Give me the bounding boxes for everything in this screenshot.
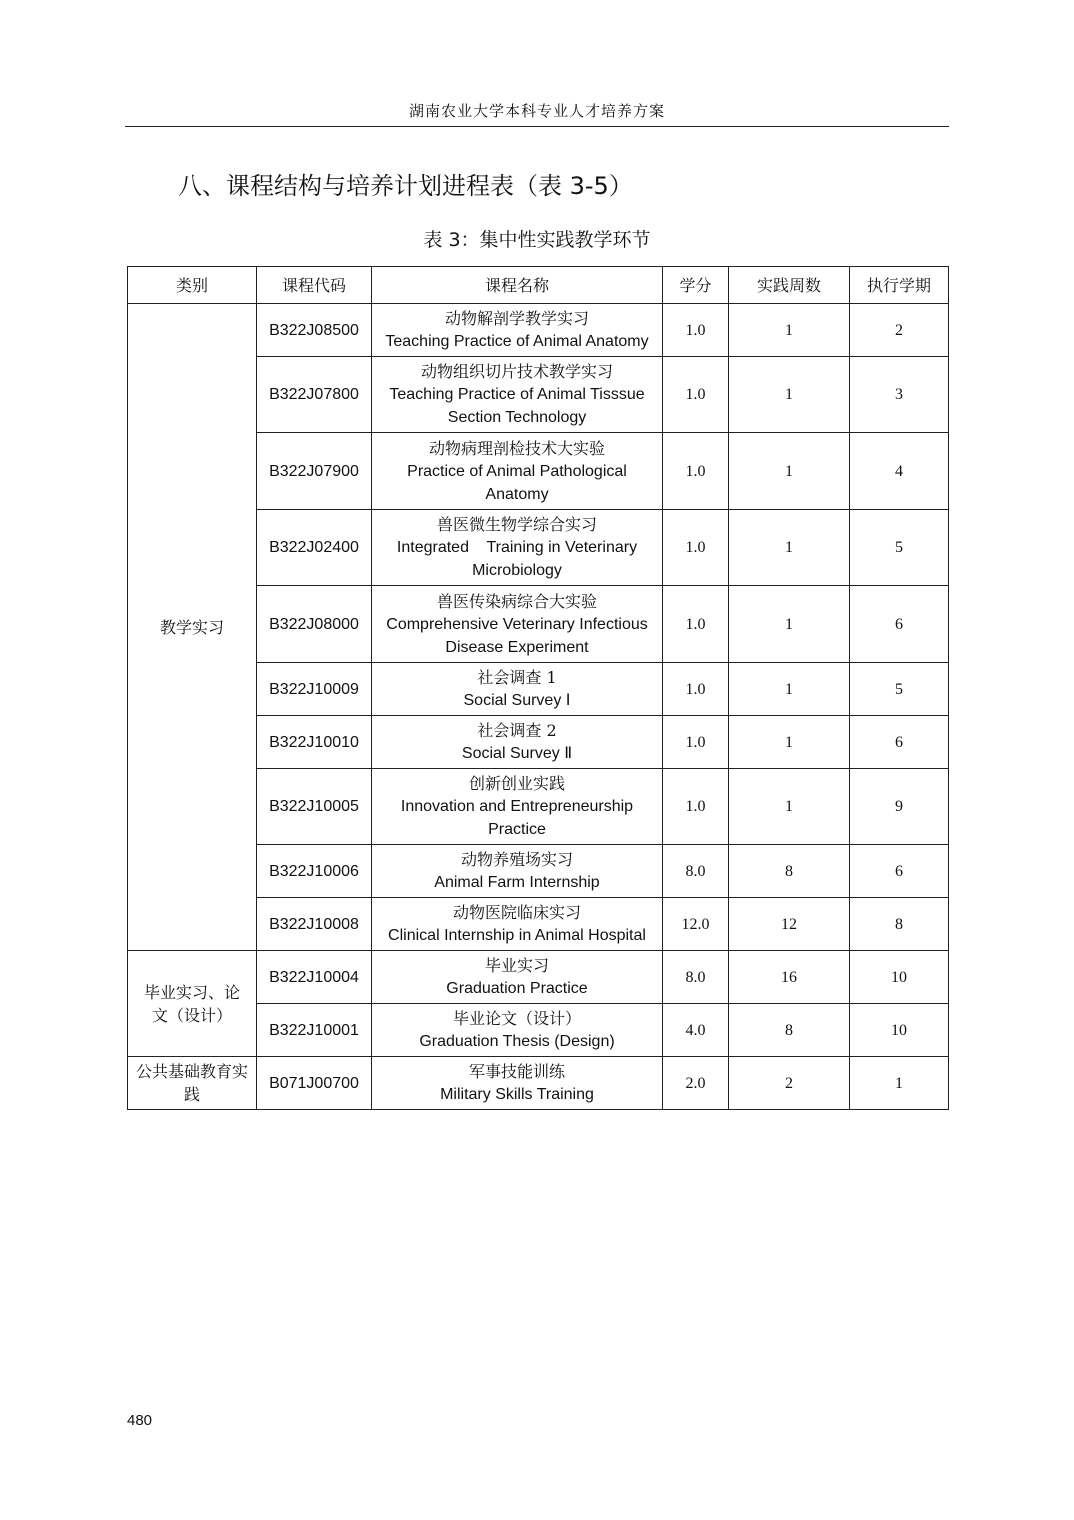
course-name-cn: 毕业论文（设计） — [452, 1009, 581, 1028]
course-code: B322J10005 — [257, 769, 372, 845]
credit-cell: 1.0 — [663, 357, 729, 433]
course-name — [372, 433, 663, 510]
page-number: 480 — [127, 1412, 153, 1429]
course-name-cn: 创新创业实践 — [468, 774, 565, 793]
credit-cell: 1.0 — [663, 769, 729, 845]
course-name — [372, 951, 663, 1004]
column-header-name: 课程名称 — [372, 267, 663, 304]
semester-cell: 4 — [850, 433, 949, 510]
credit-cell: 1.0 — [663, 510, 729, 586]
course-name-cn: 动物解剖学教学实习 — [444, 309, 589, 328]
course-name-en: Clinical Internship in Animal Hospital — [388, 927, 646, 944]
course-name-cn: 兽医微生物学综合实习 — [436, 515, 597, 534]
weeks-cell: 1 — [729, 510, 850, 586]
credit-cell: 2.0 — [663, 1057, 729, 1110]
semester-cell: 5 — [850, 663, 949, 716]
weeks-cell: 1 — [729, 769, 850, 845]
course-code: B322J10001 — [257, 1004, 372, 1057]
course-name — [372, 586, 663, 663]
semester-cell: 9 — [850, 769, 949, 845]
table-row — [128, 951, 949, 1004]
course-name-en: Animal Farm Internship — [434, 874, 600, 891]
course-name-en: Graduation Thesis (Design) — [419, 1033, 615, 1050]
course-code: B322J07900 — [257, 433, 372, 510]
course-name-cn: 毕业实习 — [484, 956, 549, 975]
table-header-row — [128, 267, 949, 304]
course-name-en: Integrated Training in Veterinary Microbiology — [396, 539, 642, 579]
course-name-en: Military Skills Training — [440, 1086, 594, 1103]
weeks-cell: 8 — [729, 1004, 850, 1057]
course-name-cn: 动物医院临床实习 — [452, 903, 581, 922]
course-code: B322J10006 — [257, 845, 372, 898]
course-code: B322J02400 — [257, 510, 372, 586]
semester-cell: 3 — [850, 357, 949, 433]
course-name-cn: 动物养殖场实习 — [460, 850, 573, 869]
course-name-cn: 社会调查 1 — [477, 668, 557, 687]
semester-cell: 2 — [850, 304, 949, 357]
weeks-cell: 1 — [729, 663, 850, 716]
category-label: 公共基础教育实践 — [136, 1062, 249, 1104]
weeks-cell: 1 — [729, 716, 850, 769]
column-header-weeks: 实践周数 — [729, 267, 850, 304]
course-name-en: Teaching Practice of Animal Tisssue Section Technology — [389, 386, 645, 426]
semester-cell: 8 — [850, 898, 949, 951]
category-cell: 教学实习 — [128, 304, 257, 951]
course-name-cn: 兽医传染病综合大实验 — [436, 591, 597, 611]
course-name-en: Social Survey Ⅰ — [463, 692, 571, 709]
weeks-cell: 1 — [729, 304, 850, 357]
weeks-cell: 1 — [729, 357, 850, 433]
semester-cell: 1 — [850, 1057, 949, 1110]
course-name-cn: 动物组织切片技术教学实习 — [420, 362, 613, 381]
credit-cell: 4.0 — [663, 1004, 729, 1057]
course-name — [372, 357, 663, 433]
credit-cell: 8.0 — [663, 845, 729, 898]
credit-cell: 1.0 — [663, 304, 729, 357]
course-code: B322J08000 — [257, 586, 372, 663]
table-title: 表 3：集中性实践教学环节 — [423, 229, 651, 251]
table-row — [128, 304, 949, 357]
category-cell — [128, 951, 257, 1057]
semester-cell: 5 — [850, 510, 949, 586]
column-header-code: 课程代码 — [257, 267, 372, 304]
semester-cell: 6 — [850, 586, 949, 663]
semester-cell: 6 — [850, 716, 949, 769]
column-header-credit: 学分 — [663, 267, 729, 304]
credit-cell: 1.0 — [663, 663, 729, 716]
column-header-semester: 执行学期 — [850, 267, 949, 304]
course-name — [372, 845, 663, 898]
weeks-cell: 1 — [729, 586, 850, 663]
course-name-cn: 社会调查 2 — [477, 721, 557, 740]
course-name — [372, 663, 663, 716]
course-name — [372, 1004, 663, 1057]
practice-table — [127, 266, 949, 1110]
semester-cell: 6 — [850, 845, 949, 898]
credit-cell: 12.0 — [663, 898, 729, 951]
course-name — [372, 304, 663, 357]
course-name-en: Social Survey Ⅱ — [461, 745, 573, 762]
weeks-cell: 1 — [729, 433, 850, 510]
weeks-cell: 8 — [729, 845, 850, 898]
page-header: 湖南农业大学本科专业人才培养方案 — [125, 100, 949, 127]
course-name — [372, 898, 663, 951]
credit-cell: 8.0 — [663, 951, 729, 1004]
course-name-en: Innovation and Entrepreneurship Practice — [400, 798, 634, 838]
semester-cell: 10 — [850, 1004, 949, 1057]
weeks-cell: 2 — [729, 1057, 850, 1110]
credit-cell: 1.0 — [663, 433, 729, 510]
course-name — [372, 716, 663, 769]
category-label: 毕业实习、论文（设计） — [143, 982, 240, 1025]
course-name — [372, 510, 663, 586]
section-title: 八、课程结构与培养计划进程表（表 3-5） — [178, 172, 633, 200]
course-code: B322J10008 — [257, 898, 372, 951]
course-code: B322J10010 — [257, 716, 372, 769]
table-row — [128, 1057, 949, 1110]
semester-cell: 10 — [850, 951, 949, 1004]
weeks-cell: 16 — [729, 951, 850, 1004]
course-code: B322J10009 — [257, 663, 372, 716]
course-code: B322J08500 — [257, 304, 372, 357]
course-name-cn: 动物病理剖检技术大实验 — [428, 438, 605, 458]
credit-cell: 1.0 — [663, 586, 729, 663]
course-code: B322J07800 — [257, 357, 372, 433]
course-name-en: Teaching Practice of Animal Anatomy — [385, 333, 649, 350]
course-name-en: Practice of Animal Pathological Anatomy — [407, 462, 627, 503]
category-cell — [128, 1057, 257, 1110]
course-name-en: Graduation Practice — [446, 980, 588, 997]
credit-cell: 1.0 — [663, 716, 729, 769]
course-name — [372, 769, 663, 845]
weeks-cell: 12 — [729, 898, 850, 951]
course-code: B322J10004 — [257, 951, 372, 1004]
column-header-category: 类别 — [128, 267, 257, 304]
course-code: B071J00700 — [257, 1057, 372, 1110]
course-name — [372, 1057, 663, 1110]
course-name-cn: 军事技能训练 — [468, 1062, 565, 1081]
course-name-en: Comprehensive Veterinary Infectious Disease Experiment — [386, 615, 648, 656]
